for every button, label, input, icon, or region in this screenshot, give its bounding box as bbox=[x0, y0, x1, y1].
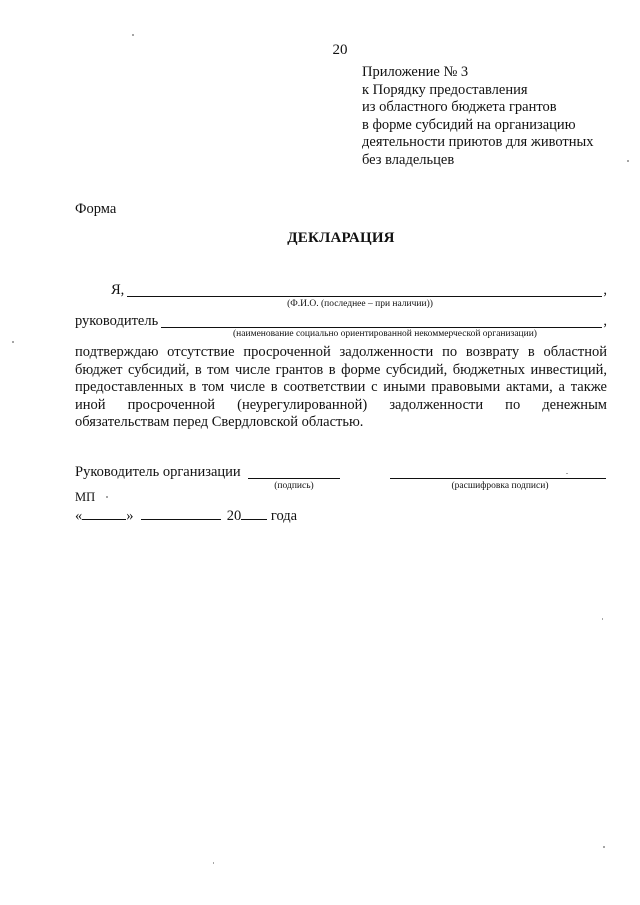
fio-blank-field[interactable] bbox=[127, 284, 602, 297]
appendix-line: в форме субсидий на организацию bbox=[362, 116, 576, 133]
appendix-line: из областного бюджета грантов bbox=[362, 99, 557, 115]
date-row bbox=[75, 506, 297, 525]
year-prefix: 20 bbox=[226, 508, 242, 524]
declaration-body: подтверждаю отсутствие просроченной задолженности по возврату в областной бюджет субсидий, в том числе грантов в форме субсидий, бюджетных инвестиций, предоставленных в том числе в соответствии с иными правовыми актами, а также иной просроченной (неурегулированной) задолженности по денежным обязательствам перед Свердловской областью. bbox=[75, 344, 607, 430]
fio-lead: Я, bbox=[111, 282, 125, 298]
fio-hint: (Ф.И.О. (последнее – при наличии)) bbox=[287, 299, 433, 309]
signature-decode-blank-field[interactable] bbox=[390, 478, 606, 479]
scan-speck bbox=[12, 341, 14, 343]
document-title: ДЕКЛАРАЦИЯ bbox=[287, 230, 395, 246]
stamp-label: МП bbox=[75, 490, 96, 504]
signature-label: Руководитель организации bbox=[75, 464, 241, 480]
scan-speck bbox=[106, 496, 108, 498]
appendix-header bbox=[362, 64, 594, 169]
appendix-line: без владельцев bbox=[362, 151, 455, 168]
fio-trail: , bbox=[603, 282, 607, 298]
day-blank-field[interactable] bbox=[82, 506, 126, 520]
date-close-quote: » bbox=[126, 508, 134, 524]
scan-speck bbox=[132, 34, 134, 36]
month-blank-field[interactable] bbox=[141, 506, 221, 520]
org-hint: (наименование социально ориентированной некоммерческой организации) bbox=[233, 329, 537, 339]
appendix-line: к Порядку предоставления bbox=[362, 81, 528, 98]
page-number: 20 bbox=[332, 42, 348, 58]
scan-speck bbox=[566, 473, 568, 474]
scan-speck bbox=[603, 846, 605, 848]
org-lead: руководитель bbox=[75, 313, 159, 329]
scan-speck bbox=[627, 160, 629, 162]
appendix-line: Приложение № 3 bbox=[362, 64, 469, 80]
scan-speck bbox=[602, 618, 603, 620]
year-blank-field[interactable] bbox=[241, 506, 267, 520]
signature-hint: (подпись) bbox=[274, 481, 314, 491]
org-blank-field[interactable] bbox=[161, 315, 602, 328]
scan-speck bbox=[213, 862, 214, 864]
org-row bbox=[75, 313, 607, 330]
form-label: Форма bbox=[75, 201, 117, 217]
appendix-line: деятельности приютов для животных bbox=[362, 134, 594, 150]
year-suffix: года bbox=[270, 508, 298, 524]
fio-row bbox=[75, 282, 607, 299]
date-open-quote: « bbox=[75, 508, 83, 524]
org-trail: , bbox=[603, 313, 607, 329]
signature-blank-field[interactable] bbox=[248, 478, 340, 479]
signature-decode-hint: (расшифровка подписи) bbox=[451, 481, 549, 491]
